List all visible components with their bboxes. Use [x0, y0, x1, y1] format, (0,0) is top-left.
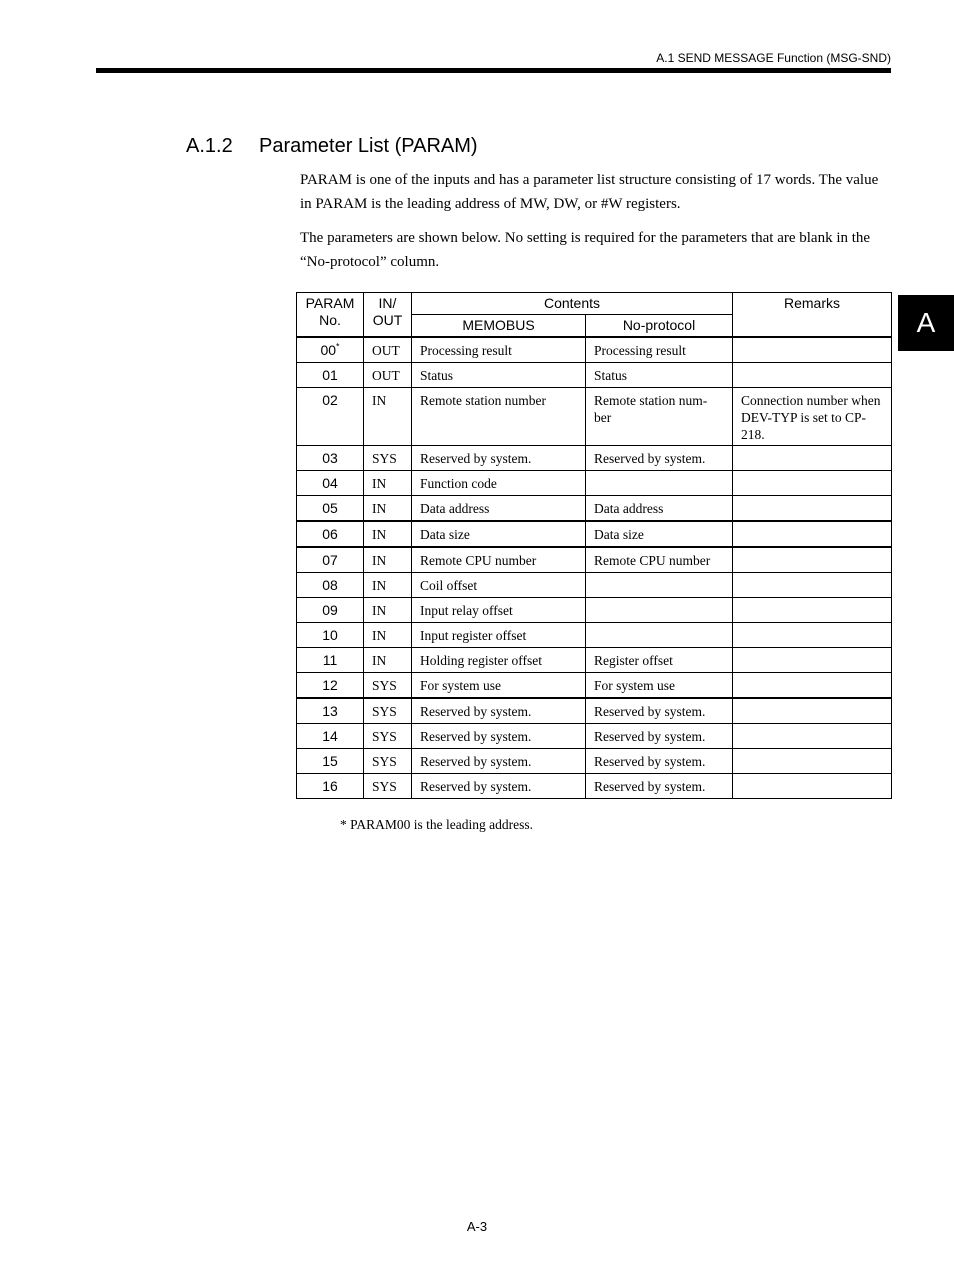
- in-out-cell: [364, 598, 412, 623]
- remarks-cell: [733, 363, 892, 388]
- param-no-cell-text: 16: [322, 778, 338, 794]
- param-no-cell: [297, 388, 364, 446]
- memobus-cell-text: Reserved by system.: [420, 779, 532, 794]
- parameter-table: [296, 292, 892, 799]
- memobus-cell-text: Coil offset: [420, 578, 478, 593]
- table-row: [297, 749, 892, 774]
- section-heading: [186, 135, 478, 158]
- no-protocol-cell-text: Data size: [594, 527, 644, 542]
- in-out-cell: [364, 648, 412, 673]
- in-out-cell: [364, 623, 412, 648]
- memobus-cell-text: Remote CPU number: [420, 553, 537, 568]
- no-protocol-cell: [586, 547, 733, 573]
- no-protocol-cell: [586, 698, 733, 724]
- no-protocol-cell: [586, 471, 733, 496]
- remarks-cell: [733, 698, 892, 724]
- param-no-cell: [297, 623, 364, 648]
- remarks-cell: [733, 496, 892, 522]
- no-protocol-cell-text: Reserved by system.: [594, 704, 706, 719]
- in-out-cell: [364, 337, 412, 363]
- memobus-cell-text: Input relay offset: [420, 603, 513, 618]
- param-no-cell-text: 09: [322, 602, 338, 618]
- memobus-cell: [412, 521, 586, 547]
- header-in-out: IN/ OUT: [364, 293, 412, 338]
- table-row: [297, 337, 892, 363]
- param-no-cell-text: 15: [322, 753, 338, 769]
- remarks-cell: [733, 623, 892, 648]
- in-out-cell: [364, 471, 412, 496]
- page-number: A-3: [466, 1219, 488, 1234]
- in-out-cell-text: SYS: [372, 451, 397, 466]
- param-note-paragraph: The parameters are shown below. No setting is required for the parameters that are blank in the “No-protocol” column.: [300, 230, 871, 270]
- param-no-cell: [297, 724, 364, 749]
- remarks-cell: [733, 573, 892, 598]
- param-no-cell: [297, 496, 364, 522]
- footnote: * PARAM00 is the leading address.: [340, 817, 533, 832]
- table-row: [297, 471, 892, 496]
- no-protocol-cell: [586, 521, 733, 547]
- param-no-cell: [297, 446, 364, 471]
- remarks-cell: [733, 337, 892, 363]
- in-out-cell: [364, 698, 412, 724]
- memobus-cell-text: Status: [420, 368, 454, 383]
- header-remarks: Remarks: [733, 293, 892, 338]
- no-protocol-cell: [586, 388, 733, 446]
- in-out-cell: [364, 573, 412, 598]
- table-row: [297, 774, 892, 799]
- in-out-cell: [364, 388, 412, 446]
- memobus-cell-text: Reserved by system.: [420, 451, 532, 466]
- param-no-cell-text: 10: [322, 627, 338, 643]
- param-no-cell-text: 14: [322, 728, 338, 744]
- memobus-cell: [412, 648, 586, 673]
- memobus-cell: [412, 446, 586, 471]
- in-out-cell-text: IN: [372, 501, 387, 516]
- table-row: [297, 623, 892, 648]
- memobus-cell-text: Function code: [420, 476, 497, 491]
- param-no-cell: [297, 471, 364, 496]
- param-no-cell: [297, 521, 364, 547]
- memobus-cell: [412, 749, 586, 774]
- memobus-cell-text: Remote station number: [420, 393, 546, 408]
- remarks-cell: [733, 521, 892, 547]
- table-row: [297, 547, 892, 573]
- no-protocol-cell: [586, 573, 733, 598]
- memobus-cell-text: Data address: [420, 501, 490, 516]
- remarks-cell: [733, 446, 892, 471]
- in-out-cell-text: OUT: [372, 343, 400, 358]
- section-title: Parameter List (PARAM): [259, 135, 478, 157]
- no-protocol-cell: [586, 774, 733, 799]
- table-row: [297, 388, 892, 446]
- in-out-cell: [364, 496, 412, 522]
- in-out-cell: [364, 724, 412, 749]
- no-protocol-cell-text: Reserved by system.: [594, 729, 706, 744]
- in-out-cell: [364, 749, 412, 774]
- in-out-cell-text: OUT: [372, 368, 400, 383]
- param-no-cell: [297, 648, 364, 673]
- table-row: [297, 724, 892, 749]
- param-no-cell-text: 01: [322, 367, 338, 383]
- in-out-cell: [364, 774, 412, 799]
- param-no-cell: [297, 673, 364, 699]
- in-out-cell-text: IN: [372, 476, 387, 491]
- param-no-cell-text: 11: [322, 652, 338, 668]
- param-no-cell-text: 13: [322, 703, 338, 719]
- param-no-cell: [297, 547, 364, 573]
- memobus-cell: [412, 724, 586, 749]
- table-row: [297, 521, 892, 547]
- footnote-marker: *: [336, 341, 340, 352]
- param-no-cell-text: 07: [322, 552, 338, 568]
- memobus-cell-text: Processing result: [420, 343, 512, 358]
- param-no-cell: [297, 573, 364, 598]
- memobus-cell-text: Reserved by system.: [420, 729, 532, 744]
- in-out-cell: [364, 673, 412, 699]
- remarks-cell: [733, 547, 892, 573]
- param-no-cell: [297, 598, 364, 623]
- no-protocol-cell-text: Register offset: [594, 653, 673, 668]
- table-row: [297, 446, 892, 471]
- param-no-cell: [297, 698, 364, 724]
- in-out-cell-text: IN: [372, 527, 387, 542]
- running-head: A.1 SEND MESSAGE Function (MSG-SND): [656, 51, 891, 65]
- remarks-cell: [733, 673, 892, 699]
- no-protocol-cell-text: Status: [594, 368, 628, 383]
- table-row: [297, 496, 892, 522]
- memobus-cell: [412, 573, 586, 598]
- section-number: A.1.2: [186, 135, 233, 157]
- memobus-cell: [412, 388, 586, 446]
- no-protocol-cell: [586, 648, 733, 673]
- memobus-cell: [412, 598, 586, 623]
- no-protocol-cell: [586, 446, 733, 471]
- table-row: [297, 648, 892, 673]
- memobus-cell: [412, 673, 586, 699]
- in-out-cell-text: SYS: [372, 678, 397, 693]
- in-out-cell: [364, 547, 412, 573]
- header-contents: Contents: [412, 293, 733, 315]
- no-protocol-cell: [586, 749, 733, 774]
- param-no-cell-text: 03: [322, 450, 338, 466]
- table-row: [297, 573, 892, 598]
- no-protocol-cell-text: Reserved by system.: [594, 451, 706, 466]
- memobus-cell: [412, 623, 586, 648]
- parameter-table-body: [297, 337, 892, 799]
- remarks-cell-text: Connection number when DEV-TYP is set to CP-218.: [741, 393, 881, 442]
- memobus-cell-text: Holding register offset: [420, 653, 542, 668]
- no-protocol-cell-text: For system use: [594, 678, 675, 693]
- table-row: [297, 673, 892, 699]
- table-row: [297, 363, 892, 388]
- memobus-cell: [412, 363, 586, 388]
- no-protocol-cell: [586, 496, 733, 522]
- remarks-cell: [733, 724, 892, 749]
- table-row: [297, 698, 892, 724]
- no-protocol-cell: [586, 724, 733, 749]
- param-no-cell-text: 04: [322, 475, 338, 491]
- no-protocol-cell-text: Processing result: [594, 343, 686, 358]
- param-no-cell: [297, 749, 364, 774]
- in-out-cell: [364, 521, 412, 547]
- param-no-cell-text: 02: [322, 392, 338, 408]
- remarks-cell: [733, 471, 892, 496]
- no-protocol-cell: [586, 598, 733, 623]
- memobus-cell-text: For system use: [420, 678, 501, 693]
- in-out-cell: [364, 446, 412, 471]
- no-protocol-cell-text: Data address: [594, 501, 664, 516]
- remarks-cell: [733, 388, 892, 446]
- in-out-cell-text: IN: [372, 578, 387, 593]
- header-no-protocol: No-protocol: [586, 315, 733, 338]
- param-no-cell-text: 12: [322, 677, 338, 693]
- remarks-cell: [733, 774, 892, 799]
- in-out-cell-text: SYS: [372, 779, 397, 794]
- memobus-cell: [412, 337, 586, 363]
- param-no-cell-text: 06: [322, 526, 338, 542]
- header-memobus: MEMOBUS: [412, 315, 586, 338]
- param-no-cell-text: 05: [322, 500, 338, 516]
- param-no-cell-text: 00: [320, 342, 337, 358]
- remarks-cell: [733, 598, 892, 623]
- appendix-thumb-tab: A: [898, 295, 954, 351]
- param-no-cell: [297, 363, 364, 388]
- param-no-cell: [297, 337, 364, 363]
- memobus-cell: [412, 471, 586, 496]
- in-out-cell-text: SYS: [372, 704, 397, 719]
- no-protocol-cell: [586, 673, 733, 699]
- in-out-cell-text: IN: [372, 393, 387, 408]
- param-no-cell: [297, 774, 364, 799]
- table-row: [297, 598, 892, 623]
- remarks-cell: [733, 648, 892, 673]
- memobus-cell: [412, 698, 586, 724]
- in-out-cell-text: SYS: [372, 729, 397, 744]
- in-out-cell-text: IN: [372, 653, 387, 668]
- no-protocol-cell-text: Reserved by system.: [594, 779, 706, 794]
- memobus-cell: [412, 774, 586, 799]
- no-protocol-cell-text: Reserved by system.: [594, 754, 706, 769]
- no-protocol-cell-text: Remote station num-ber: [594, 393, 708, 425]
- header-param-no: PARAM No.: [297, 293, 364, 338]
- in-out-cell-text: SYS: [372, 754, 397, 769]
- intro-paragraph: PARAM is one of the inputs and has a parameter list structure consisting of 17 words. The value in PARAM is the leading address of MW, DW, or #W registers.: [300, 172, 879, 212]
- remarks-cell: [733, 749, 892, 774]
- param-no-cell-text: 08: [322, 577, 338, 593]
- in-out-cell-text: IN: [372, 628, 387, 643]
- memobus-cell-text: Input register offset: [420, 628, 527, 643]
- in-out-cell-text: IN: [372, 603, 387, 618]
- memobus-cell-text: Data size: [420, 527, 470, 542]
- no-protocol-cell: [586, 337, 733, 363]
- no-protocol-cell: [586, 623, 733, 648]
- in-out-cell-text: IN: [372, 553, 387, 568]
- memobus-cell: [412, 547, 586, 573]
- memobus-cell: [412, 496, 586, 522]
- memobus-cell-text: Reserved by system.: [420, 754, 532, 769]
- no-protocol-cell-text: Remote CPU number: [594, 553, 711, 568]
- header-rule: [96, 68, 891, 73]
- memobus-cell-text: Reserved by system.: [420, 704, 532, 719]
- in-out-cell: [364, 363, 412, 388]
- no-protocol-cell: [586, 363, 733, 388]
